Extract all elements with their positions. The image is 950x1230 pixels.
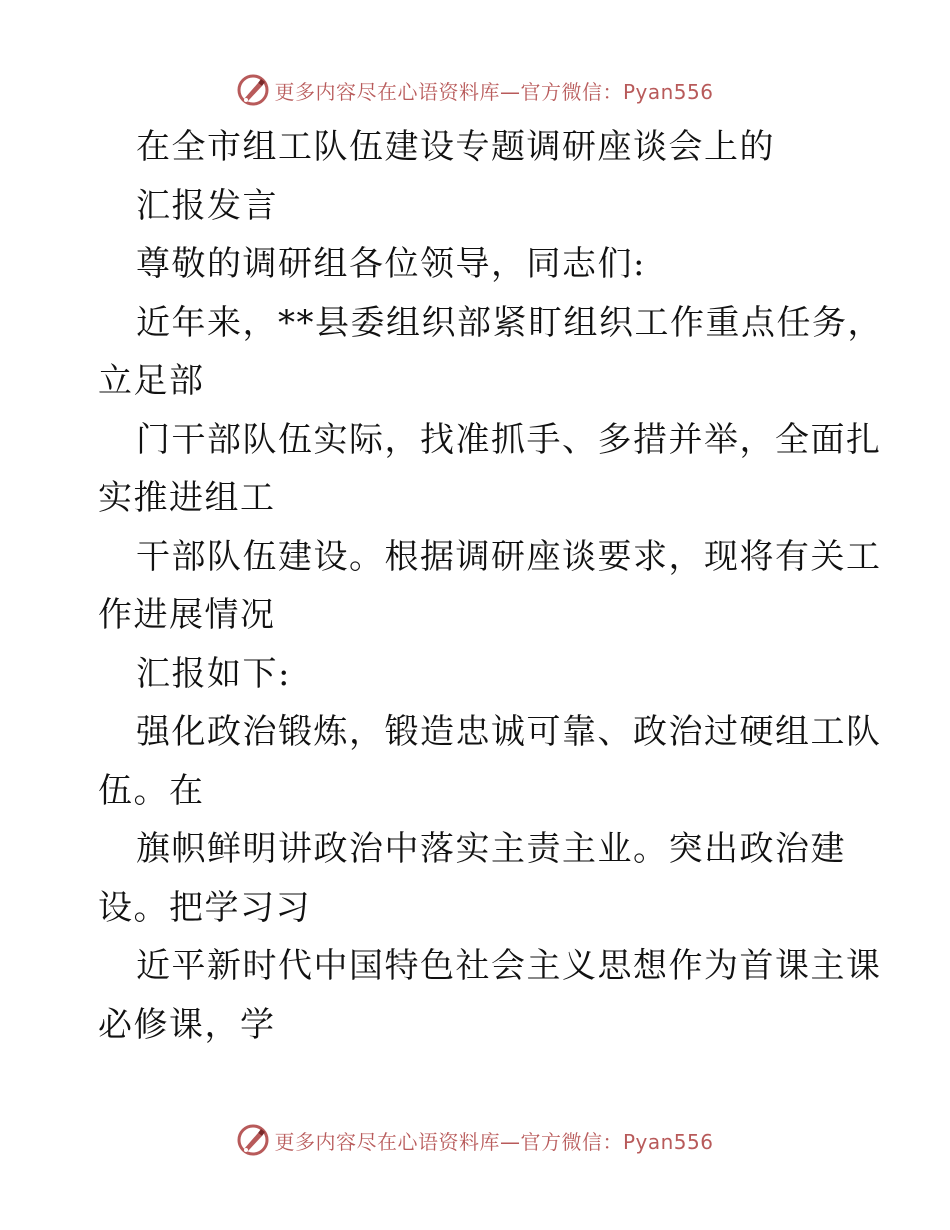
text-line: 干部队伍建设。根据调研座谈要求，现将有关工 (136, 536, 882, 577)
text-line: 立足部 (98, 361, 205, 401)
text-line: 强化政治锻炼，锻造忠诚可靠、政治过硬组工队 (136, 712, 882, 752)
text-line: 伍。在 (98, 770, 205, 811)
text-line: 设。把学习习 (98, 887, 311, 928)
text-line: 近平新时代中国特色社会主义思想作为首课主课 (136, 946, 882, 986)
pen-logo-icon (236, 73, 270, 107)
document-body (98, 118, 883, 1054)
text-line: 实推进组工 (98, 478, 276, 518)
watermark-text: 更多内容尽在心语资料库—官方微信：Pyan556 (274, 79, 714, 104)
text-line: 尊敬的调研组各位领导，同志们: (136, 244, 646, 284)
text-line: 门干部队伍实际，找准抓手、多措并举，全面扎 (136, 419, 882, 460)
watermark-text: 更多内容尽在心语资料库—官方微信：Pyan556 (274, 1129, 714, 1154)
text-line: 汇报发言 (136, 185, 278, 226)
text-line: 旗帜鲜明讲政治中落实主责主业。突出政治建 (136, 829, 846, 869)
text-line: 作进展情况 (98, 595, 276, 635)
text-line: 在全市组工队伍建设专题调研座谈会上的 (136, 127, 775, 167)
pen-logo-icon (236, 1123, 270, 1157)
footer-watermark (0, 1120, 950, 1160)
text-line: 汇报如下: (136, 653, 291, 694)
header-watermark (0, 70, 950, 110)
text-line: 必修课，学 (98, 1004, 276, 1045)
text-line: 近年来，**县委组织部紧盯组织工作重点任务， (136, 302, 883, 343)
